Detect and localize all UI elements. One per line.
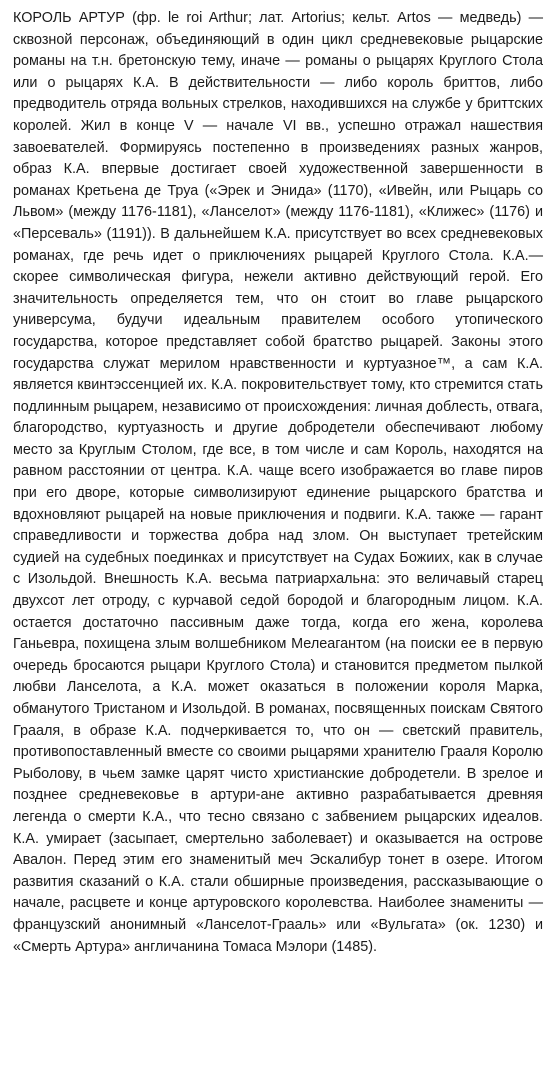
encyclopedia-article-text: КОРОЛЬ АРТУР (фр. le roi Arthur; лат. Artorius; кельт. Artos — медведь) — сквозной персонаж, объединяющий в один цикл средневековые рыцарские романы на т.н. бретонскую тему, иначе — романы о рыцарях Круглого Стола или о рыцарях К.А. В действительности — либо король бриттов, либо предводитель отряда вольных стрелков, находившихся на службе у бриттских королей. Жил в конце V — начале VI вв., успешно отражал нашествия завоевателей. Формируясь постепенно в произведениях разных жанров, образ К.А. впервые достигает своей художественной завершенности в романах Кретьена де Труа («Эрек и Энида» (1170), «Ивейн, или Рыцарь со Львом» (между 1176-1181), «Ланселот» (между 1176-1181), «Клижес» (1176) и «Персеваль» (1191)). В дальнейшем К.А. присутствует во всех средневековых романах, где речь идет о приключениях рыцарей Круглого Стола. К.А.— скорее символическая фигура, нежели активно действующий герой. Его значительность определяется тем, что он стоит во главе рыцарского универсума, будучи идеальным правителем особого утопического государства, которое представляет собой братство рыцарей. Законы этого государства служат мерилом нравственности и куртуазное™, а сам К.А. является квинтэссенцией их. К.А. покровительствует тому, кто стремится стать подлинным рыцарем, независимо от происхождения: личная доблесть, отвага, благородство, куртуазность и другие добродетели обеспечивают любому место за Круглым Столом, где все, в том числе и сам Король, находятся на равном расстоянии от центра. К.А. чаще всего изображается во главе пиров при его дворе, которые символизируют единение рыцарского братства и вдохновляют рыцарей на новые приключения и подвиги. К.А. также — гарант справедливости и торжества добра над злом. Он выступает третейским судией на судебных поединках и присутствует на Судах Божиих, как в случае с Изольдой. Внешность К.А. весьма патриархальна: это величавый старец двухсот лет отроду, с курчавой седой бородой и благородным лицом. К.А. остается достаточно пассивным даже тогда, когда его жена, королева Ганьевра, похищена злым волшебником Мелеагантом (на поиски ее в первую очередь бросаются рыцари Круглого Стола) и становится предметом пылкой любви Ланселота, а К.А. может оказаться в положении короля Марка, обманутого Тристаном и Изольдой. В романах, посвященных поискам Святого Грааля, в образе К.А. подчеркивается то, что он — светский правитель, противопоставленный вместе со своими рыцарями хранителю Грааля Королю Рыболову, в чьем замке царят чисто христианские добродетели. В зрелое и позднее средневековье в артури-ане активно разрабатывается древняя легенда о смерти К.А., что тесно связано с забвением рыцарских идеалов. К.А. умирает (засыпает, смертельно заболевает) и оказывается на острове Авалон. Перед этим его знаменитый меч Эскалибур тонет в озере. Итогом развития сказаний о К.А. стали обширные произведения, рассказывающие о начале, расцвете и конце артуровского королевства. Наиболее знамениты — французский анонимный «Ланселот-Грааль» или «Вульгата» (ок. 1230) и «Смерть Артура» англичанина Томаса Мэлори (1485). bbox=[13, 10, 544, 955]
